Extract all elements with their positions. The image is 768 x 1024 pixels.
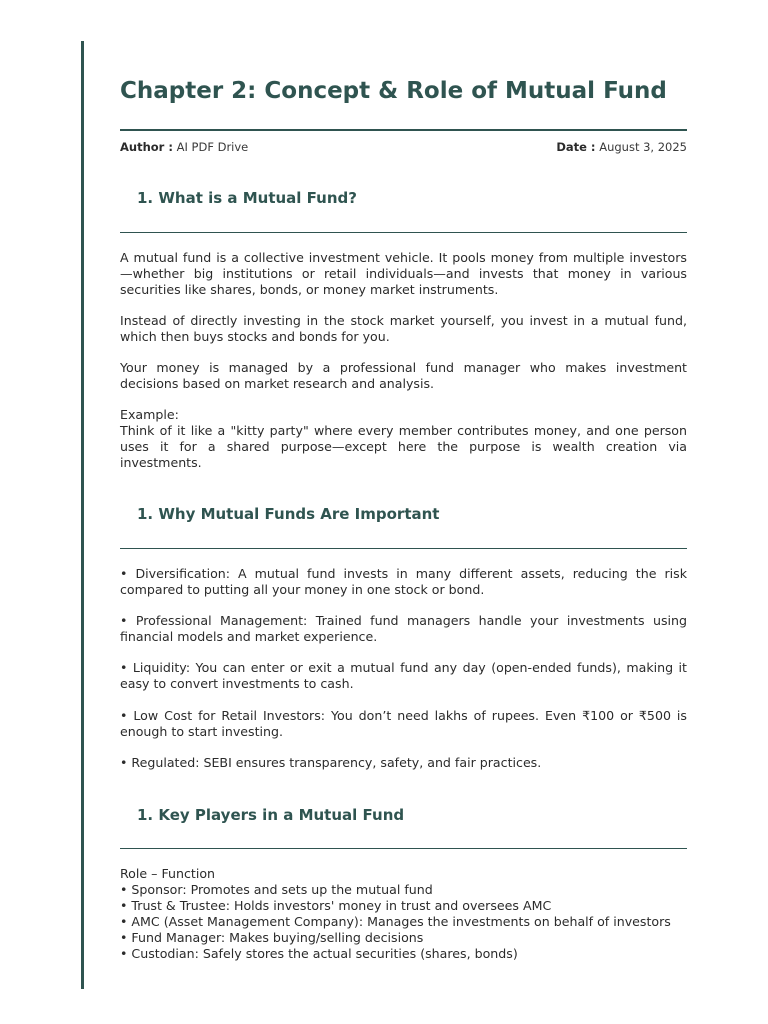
- list-item: • Trust & Trustee: Holds investors' money in trust and oversees AMC: [120, 897, 552, 913]
- author-meta: [120, 140, 248, 155]
- list-item: • Liquidity: You can enter or exit a mutual fund any day (open-ended funds), making it easy to convert investments to cash.: [120, 660, 687, 691]
- title-divider: [120, 129, 687, 131]
- list-item: • Sponsor: Promotes and sets up the mutual fund: [120, 881, 433, 897]
- section-heading-why-important: 1. Why Mutual Funds Are Important: [137, 505, 440, 523]
- paragraph: Your money is managed by a professional fund manager who makes investment decisions based on market research and analysis.: [120, 360, 687, 391]
- section-heading-what-is: 1. What is a Mutual Fund?: [137, 189, 357, 207]
- list-item: • Regulated: SEBI ensures transparency, safety, and fair practices.: [120, 755, 542, 770]
- section-divider: [120, 848, 687, 849]
- section-divider: [120, 548, 687, 549]
- author-label: Author :: [120, 140, 173, 154]
- section-divider: [120, 232, 687, 233]
- page-title: Chapter 2: Concept & Role of Mutual Fund: [120, 78, 667, 104]
- key-players-list: [120, 866, 687, 961]
- example-text: Think of it like a "kitty party" where every member contributes money, and one person uses it for a shared purpose—except here the purpose is wealth creation via investments.: [120, 422, 687, 470]
- date-meta: [556, 140, 687, 155]
- list-item: • Low Cost for Retail Investors: You don’t need lakhs of rupees. Even ₹100 or ₹500 is enough to start investing.: [120, 708, 687, 739]
- list-item: • Fund Manager: Makes buying/selling decisions: [120, 929, 424, 945]
- example-block: [120, 407, 687, 471]
- list-item: • Diversification: A mutual fund invests in many different assets, reducing the risk compared to putting all your money in one stock or bond.: [120, 566, 687, 597]
- example-label: Example:: [120, 407, 179, 422]
- list-header: Role – Function: [120, 866, 216, 881]
- paragraph: Instead of directly investing in the stock market yourself, you invest in a mutual fund, which then buys stocks and bonds for you.: [120, 313, 687, 344]
- section-heading-key-players: 1. Key Players in a Mutual Fund: [137, 806, 405, 824]
- left-margin-rule: [81, 41, 84, 989]
- list-item: • Custodian: Safely stores the actual securities (shares, bonds): [120, 945, 518, 961]
- list-item: • Professional Management: Trained fund managers handle your investments using financial models and market experience.: [120, 613, 687, 644]
- author-value: AI PDF Drive: [176, 140, 249, 154]
- date-label: Date :: [556, 140, 596, 154]
- date-value: August 3, 2025: [599, 140, 687, 154]
- list-item: • AMC (Asset Management Company): Manages the investments on behalf of investors: [120, 913, 671, 929]
- paragraph: A mutual fund is a collective investment vehicle. It pools money from multiple investors—whether big institutions or retail individuals—and invests that money in various securities like shares, bonds, or money market instruments.: [120, 250, 687, 297]
